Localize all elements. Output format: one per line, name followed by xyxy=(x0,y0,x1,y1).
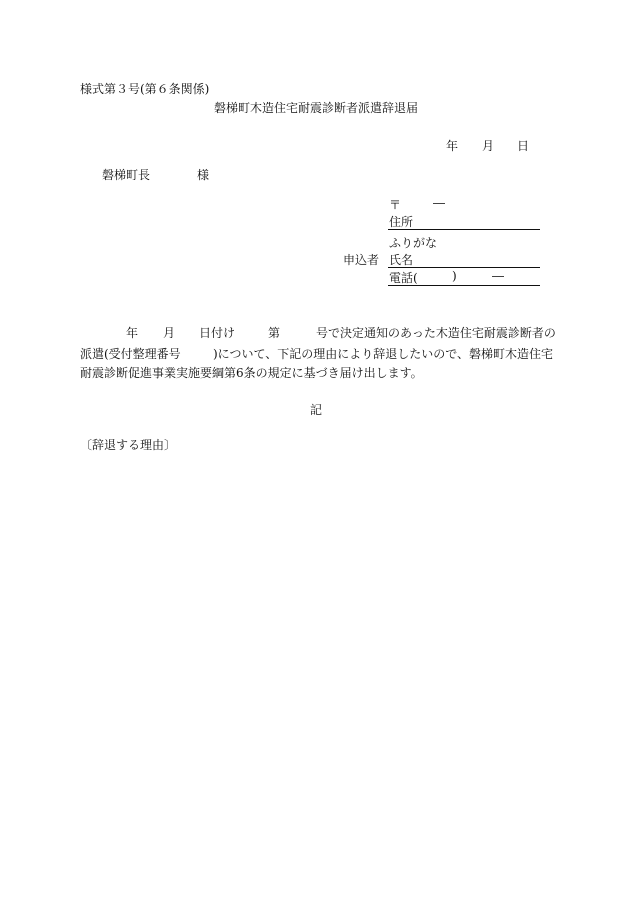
body-line-2-text: )について、下記の理由により辞退したいので、磐梯町木造住宅 xyxy=(213,347,553,361)
phone-field[interactable] xyxy=(388,269,540,286)
addressee-name: 磐梯町長 xyxy=(102,168,151,182)
body-line-1-text: 号で決定通知のあった木造住宅耐震診断者の xyxy=(316,326,556,340)
phone-label: 電話( xyxy=(389,271,418,285)
reason-heading: 〔辞退する理由〕 xyxy=(80,438,177,452)
phone-dash: ― xyxy=(492,269,504,283)
date-day-label: 日 xyxy=(517,139,530,153)
body-year-label: 年 xyxy=(126,326,139,340)
applicant-label: 申込者 xyxy=(343,253,380,267)
phone-close-paren: ) xyxy=(452,269,457,283)
body-month-label: 月 xyxy=(163,326,176,340)
body-line-2 xyxy=(80,345,552,363)
body-dated-label: 日付け xyxy=(199,326,236,340)
furigana-label: ふりがな xyxy=(389,236,438,250)
postal-mark: 〒 xyxy=(389,198,402,212)
body-line-1 xyxy=(80,324,556,342)
body-number-prefix: 第 xyxy=(268,326,281,340)
date-year-label: 年 xyxy=(446,139,459,153)
body-line-2-start: 派遣(受付整理番号 xyxy=(80,347,181,361)
name-field[interactable] xyxy=(388,251,540,268)
name-label: 氏名 xyxy=(389,253,414,267)
body-line-3 xyxy=(80,364,552,382)
form-number: 様式第３号(第６条関係) xyxy=(80,82,210,96)
body-line-3-text: 耐震診断促進事業実施要綱第6条の規定に基づき届け出します。 xyxy=(80,366,423,380)
address-field[interactable] xyxy=(388,213,540,230)
postal-dash: ― xyxy=(433,196,445,210)
date-month-label: 月 xyxy=(482,139,495,153)
document-title: 磐梯町木造住宅耐震診断者派遣辞退届 xyxy=(214,101,419,115)
record-mark: 記 xyxy=(310,403,323,417)
address-label: 住所 xyxy=(389,215,414,229)
addressee-honorific: 様 xyxy=(197,168,210,182)
